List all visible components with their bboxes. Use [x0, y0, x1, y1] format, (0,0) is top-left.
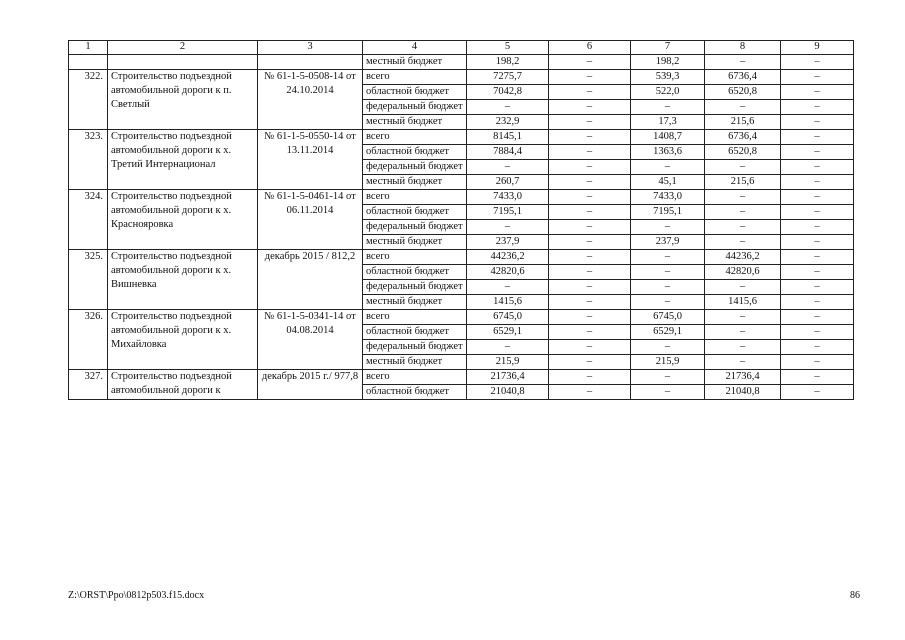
amount-cell: 7884,4 — [467, 145, 549, 160]
project-name: Строительство подъездной автомобильной дороги к х. Третий Интернационал — [108, 130, 258, 190]
amount-cell: – — [549, 100, 631, 115]
amount-cell: – — [631, 340, 705, 355]
table-row — [69, 310, 854, 325]
amount-cell: – — [781, 70, 854, 85]
amount-cell: – — [781, 235, 854, 250]
empty-cell — [108, 55, 258, 70]
amount-cell: – — [631, 385, 705, 400]
funding-source: местный бюджет — [363, 55, 467, 70]
project-name: Строительство подъездной автомобильной дороги к п. Светлый — [108, 70, 258, 130]
amount-cell: 539,3 — [631, 70, 705, 85]
amount-cell: – — [549, 295, 631, 310]
amount-cell: 232,9 — [467, 115, 549, 130]
amount-cell: 42820,6 — [467, 265, 549, 280]
table-row — [69, 130, 854, 145]
amount-cell: 215,9 — [467, 355, 549, 370]
amount-cell: 1363,6 — [631, 145, 705, 160]
column-number: 9 — [781, 41, 854, 55]
column-number: 5 — [467, 41, 549, 55]
amount-cell: – — [781, 385, 854, 400]
amount-cell: – — [549, 55, 631, 70]
funding-source: местный бюджет — [363, 115, 467, 130]
table-row — [69, 250, 854, 265]
amount-cell: – — [781, 205, 854, 220]
amount-cell: – — [781, 115, 854, 130]
amount-cell: – — [781, 310, 854, 325]
amount-cell: – — [631, 220, 705, 235]
amount-cell: 6736,4 — [705, 130, 781, 145]
amount-cell: – — [467, 160, 549, 175]
amount-cell: – — [549, 385, 631, 400]
amount-cell: – — [549, 370, 631, 385]
amount-cell: – — [781, 145, 854, 160]
project-number: 322. — [69, 70, 108, 130]
amount-cell: 21736,4 — [467, 370, 549, 385]
amount-cell: – — [549, 280, 631, 295]
amount-cell: 21040,8 — [705, 385, 781, 400]
funding-source: всего — [363, 130, 467, 145]
funding-source: федеральный бюджет — [363, 220, 467, 235]
amount-cell: – — [781, 370, 854, 385]
amount-cell: – — [781, 160, 854, 175]
funding-source: всего — [363, 370, 467, 385]
amount-cell: 1415,6 — [467, 295, 549, 310]
amount-cell: – — [781, 295, 854, 310]
amount-cell: – — [781, 280, 854, 295]
funding-source: местный бюджет — [363, 295, 467, 310]
project-document: № 61-1-5-0461-14 от 06.11.2014 — [258, 190, 363, 250]
funding-source: областной бюджет — [363, 85, 467, 100]
footer-page-number: 86 — [850, 590, 860, 601]
amount-cell: 237,9 — [631, 235, 705, 250]
amount-cell: – — [705, 235, 781, 250]
amount-cell: – — [549, 160, 631, 175]
amount-cell: 7275,7 — [467, 70, 549, 85]
project-document: декабрь 2015 / 812,2 — [258, 250, 363, 310]
amount-cell: 44236,2 — [705, 250, 781, 265]
table-row — [69, 55, 854, 70]
amount-cell: – — [549, 85, 631, 100]
funding-source: федеральный бюджет — [363, 100, 467, 115]
funding-source: местный бюджет — [363, 175, 467, 190]
amount-cell: 8145,1 — [467, 130, 549, 145]
project-name: Строительство подъездной автомобильной дороги к х. Краснояровка — [108, 190, 258, 250]
column-number: 3 — [258, 41, 363, 55]
amount-cell: – — [549, 145, 631, 160]
amount-cell: – — [631, 370, 705, 385]
amount-cell: – — [781, 265, 854, 280]
project-document: декабрь 2015 г./ 977,8 — [258, 370, 363, 400]
amount-cell: – — [467, 280, 549, 295]
amount-cell: – — [631, 280, 705, 295]
amount-cell: – — [549, 130, 631, 145]
footer-file-path: Z:\ORST\Ppo\0812p503.f15.docx — [68, 590, 205, 601]
amount-cell: – — [549, 355, 631, 370]
amount-cell: – — [705, 205, 781, 220]
amount-cell: – — [631, 250, 705, 265]
amount-cell: – — [705, 160, 781, 175]
amount-cell: 215,6 — [705, 175, 781, 190]
amount-cell: 6529,1 — [631, 325, 705, 340]
column-number: 1 — [69, 41, 108, 55]
amount-cell: 21040,8 — [467, 385, 549, 400]
amount-cell: – — [549, 190, 631, 205]
amount-cell: – — [705, 190, 781, 205]
funding-source: всего — [363, 310, 467, 325]
column-number: 6 — [549, 41, 631, 55]
amount-cell: – — [781, 220, 854, 235]
amount-cell: – — [705, 310, 781, 325]
amount-cell: 45,1 — [631, 175, 705, 190]
amount-cell: – — [781, 85, 854, 100]
table-row — [69, 70, 854, 85]
amount-cell: 6520,8 — [705, 145, 781, 160]
amount-cell: – — [549, 70, 631, 85]
amount-cell: 6529,1 — [467, 325, 549, 340]
amount-cell: – — [631, 265, 705, 280]
amount-cell: 7042,8 — [467, 85, 549, 100]
amount-cell: 198,2 — [467, 55, 549, 70]
amount-cell: – — [781, 355, 854, 370]
project-name: Строительство подъездной автомобильной дороги к х. Михайловка — [108, 310, 258, 370]
amount-cell: 17,3 — [631, 115, 705, 130]
project-number: 325. — [69, 250, 108, 310]
amount-cell: – — [781, 325, 854, 340]
amount-cell: – — [705, 325, 781, 340]
funding-source: всего — [363, 250, 467, 265]
amount-cell: – — [705, 100, 781, 115]
table-row — [69, 190, 854, 205]
funding-source: местный бюджет — [363, 235, 467, 250]
column-number: 7 — [631, 41, 705, 55]
amount-cell: – — [549, 220, 631, 235]
amount-cell: 42820,6 — [705, 265, 781, 280]
amount-cell: – — [781, 100, 854, 115]
amount-cell: 6736,4 — [705, 70, 781, 85]
project-document: № 61-1-5-0341-14 от 04.08.2014 — [258, 310, 363, 370]
amount-cell: – — [549, 310, 631, 325]
amount-cell: – — [705, 220, 781, 235]
amount-cell: 198,2 — [631, 55, 705, 70]
project-number: 326. — [69, 310, 108, 370]
funding-source: местный бюджет — [363, 355, 467, 370]
amount-cell: – — [549, 325, 631, 340]
amount-cell: 44236,2 — [467, 250, 549, 265]
amount-cell: 7195,1 — [467, 205, 549, 220]
amount-cell: – — [781, 130, 854, 145]
column-number: 4 — [363, 41, 467, 55]
table-row — [69, 370, 854, 385]
funding-source: всего — [363, 70, 467, 85]
project-name: Строительство подъездной автомобильной дороги к — [108, 370, 258, 400]
amount-cell: 6745,0 — [631, 310, 705, 325]
funding-source: областной бюджет — [363, 205, 467, 220]
project-number: 323. — [69, 130, 108, 190]
amount-cell: 237,9 — [467, 235, 549, 250]
column-number: 2 — [108, 41, 258, 55]
project-number: 324. — [69, 190, 108, 250]
amount-cell: 260,7 — [467, 175, 549, 190]
project-document: № 61-1-5-0508-14 от 24.10.2014 — [258, 70, 363, 130]
funding-source: областной бюджет — [363, 325, 467, 340]
amount-cell: 6745,0 — [467, 310, 549, 325]
column-number: 8 — [705, 41, 781, 55]
amount-cell: – — [781, 175, 854, 190]
amount-cell: 1408,7 — [631, 130, 705, 145]
funding-source: всего — [363, 190, 467, 205]
empty-cell — [69, 55, 108, 70]
amount-cell: 215,6 — [705, 115, 781, 130]
project-number: 327. — [69, 370, 108, 400]
funding-source: областной бюджет — [363, 385, 467, 400]
amount-cell: – — [467, 100, 549, 115]
amount-cell: 7195,1 — [631, 205, 705, 220]
amount-cell: – — [781, 190, 854, 205]
funding-source: областной бюджет — [363, 145, 467, 160]
amount-cell: 7433,0 — [467, 190, 549, 205]
amount-cell: 7433,0 — [631, 190, 705, 205]
amount-cell: – — [467, 340, 549, 355]
amount-cell: 21736,4 — [705, 370, 781, 385]
funding-source: федеральный бюджет — [363, 280, 467, 295]
amount-cell: – — [549, 235, 631, 250]
amount-cell: – — [705, 340, 781, 355]
amount-cell: – — [549, 175, 631, 190]
amount-cell: – — [549, 250, 631, 265]
amount-cell: – — [467, 220, 549, 235]
amount-cell: – — [631, 100, 705, 115]
amount-cell: – — [631, 160, 705, 175]
amount-cell: – — [631, 295, 705, 310]
amount-cell: – — [549, 115, 631, 130]
project-name: Строительство подъездной автомобильной дороги к х. Вишневка — [108, 250, 258, 310]
amount-cell: – — [549, 340, 631, 355]
empty-cell — [258, 55, 363, 70]
amount-cell: 6520,8 — [705, 85, 781, 100]
funding-source: федеральный бюджет — [363, 160, 467, 175]
amount-cell: – — [705, 355, 781, 370]
amount-cell: – — [705, 55, 781, 70]
amount-cell: – — [781, 55, 854, 70]
funding-source: областной бюджет — [363, 265, 467, 280]
amount-cell: 1415,6 — [705, 295, 781, 310]
amount-cell: – — [705, 280, 781, 295]
amount-cell: – — [781, 250, 854, 265]
amount-cell: – — [549, 205, 631, 220]
budget-table — [68, 40, 854, 400]
project-document: № 61-1-5-0550-14 от 13.11.2014 — [258, 130, 363, 190]
amount-cell: 215,9 — [631, 355, 705, 370]
column-number-row — [69, 41, 854, 55]
amount-cell: – — [549, 265, 631, 280]
funding-source: федеральный бюджет — [363, 340, 467, 355]
amount-cell: – — [781, 340, 854, 355]
amount-cell: 522,0 — [631, 85, 705, 100]
